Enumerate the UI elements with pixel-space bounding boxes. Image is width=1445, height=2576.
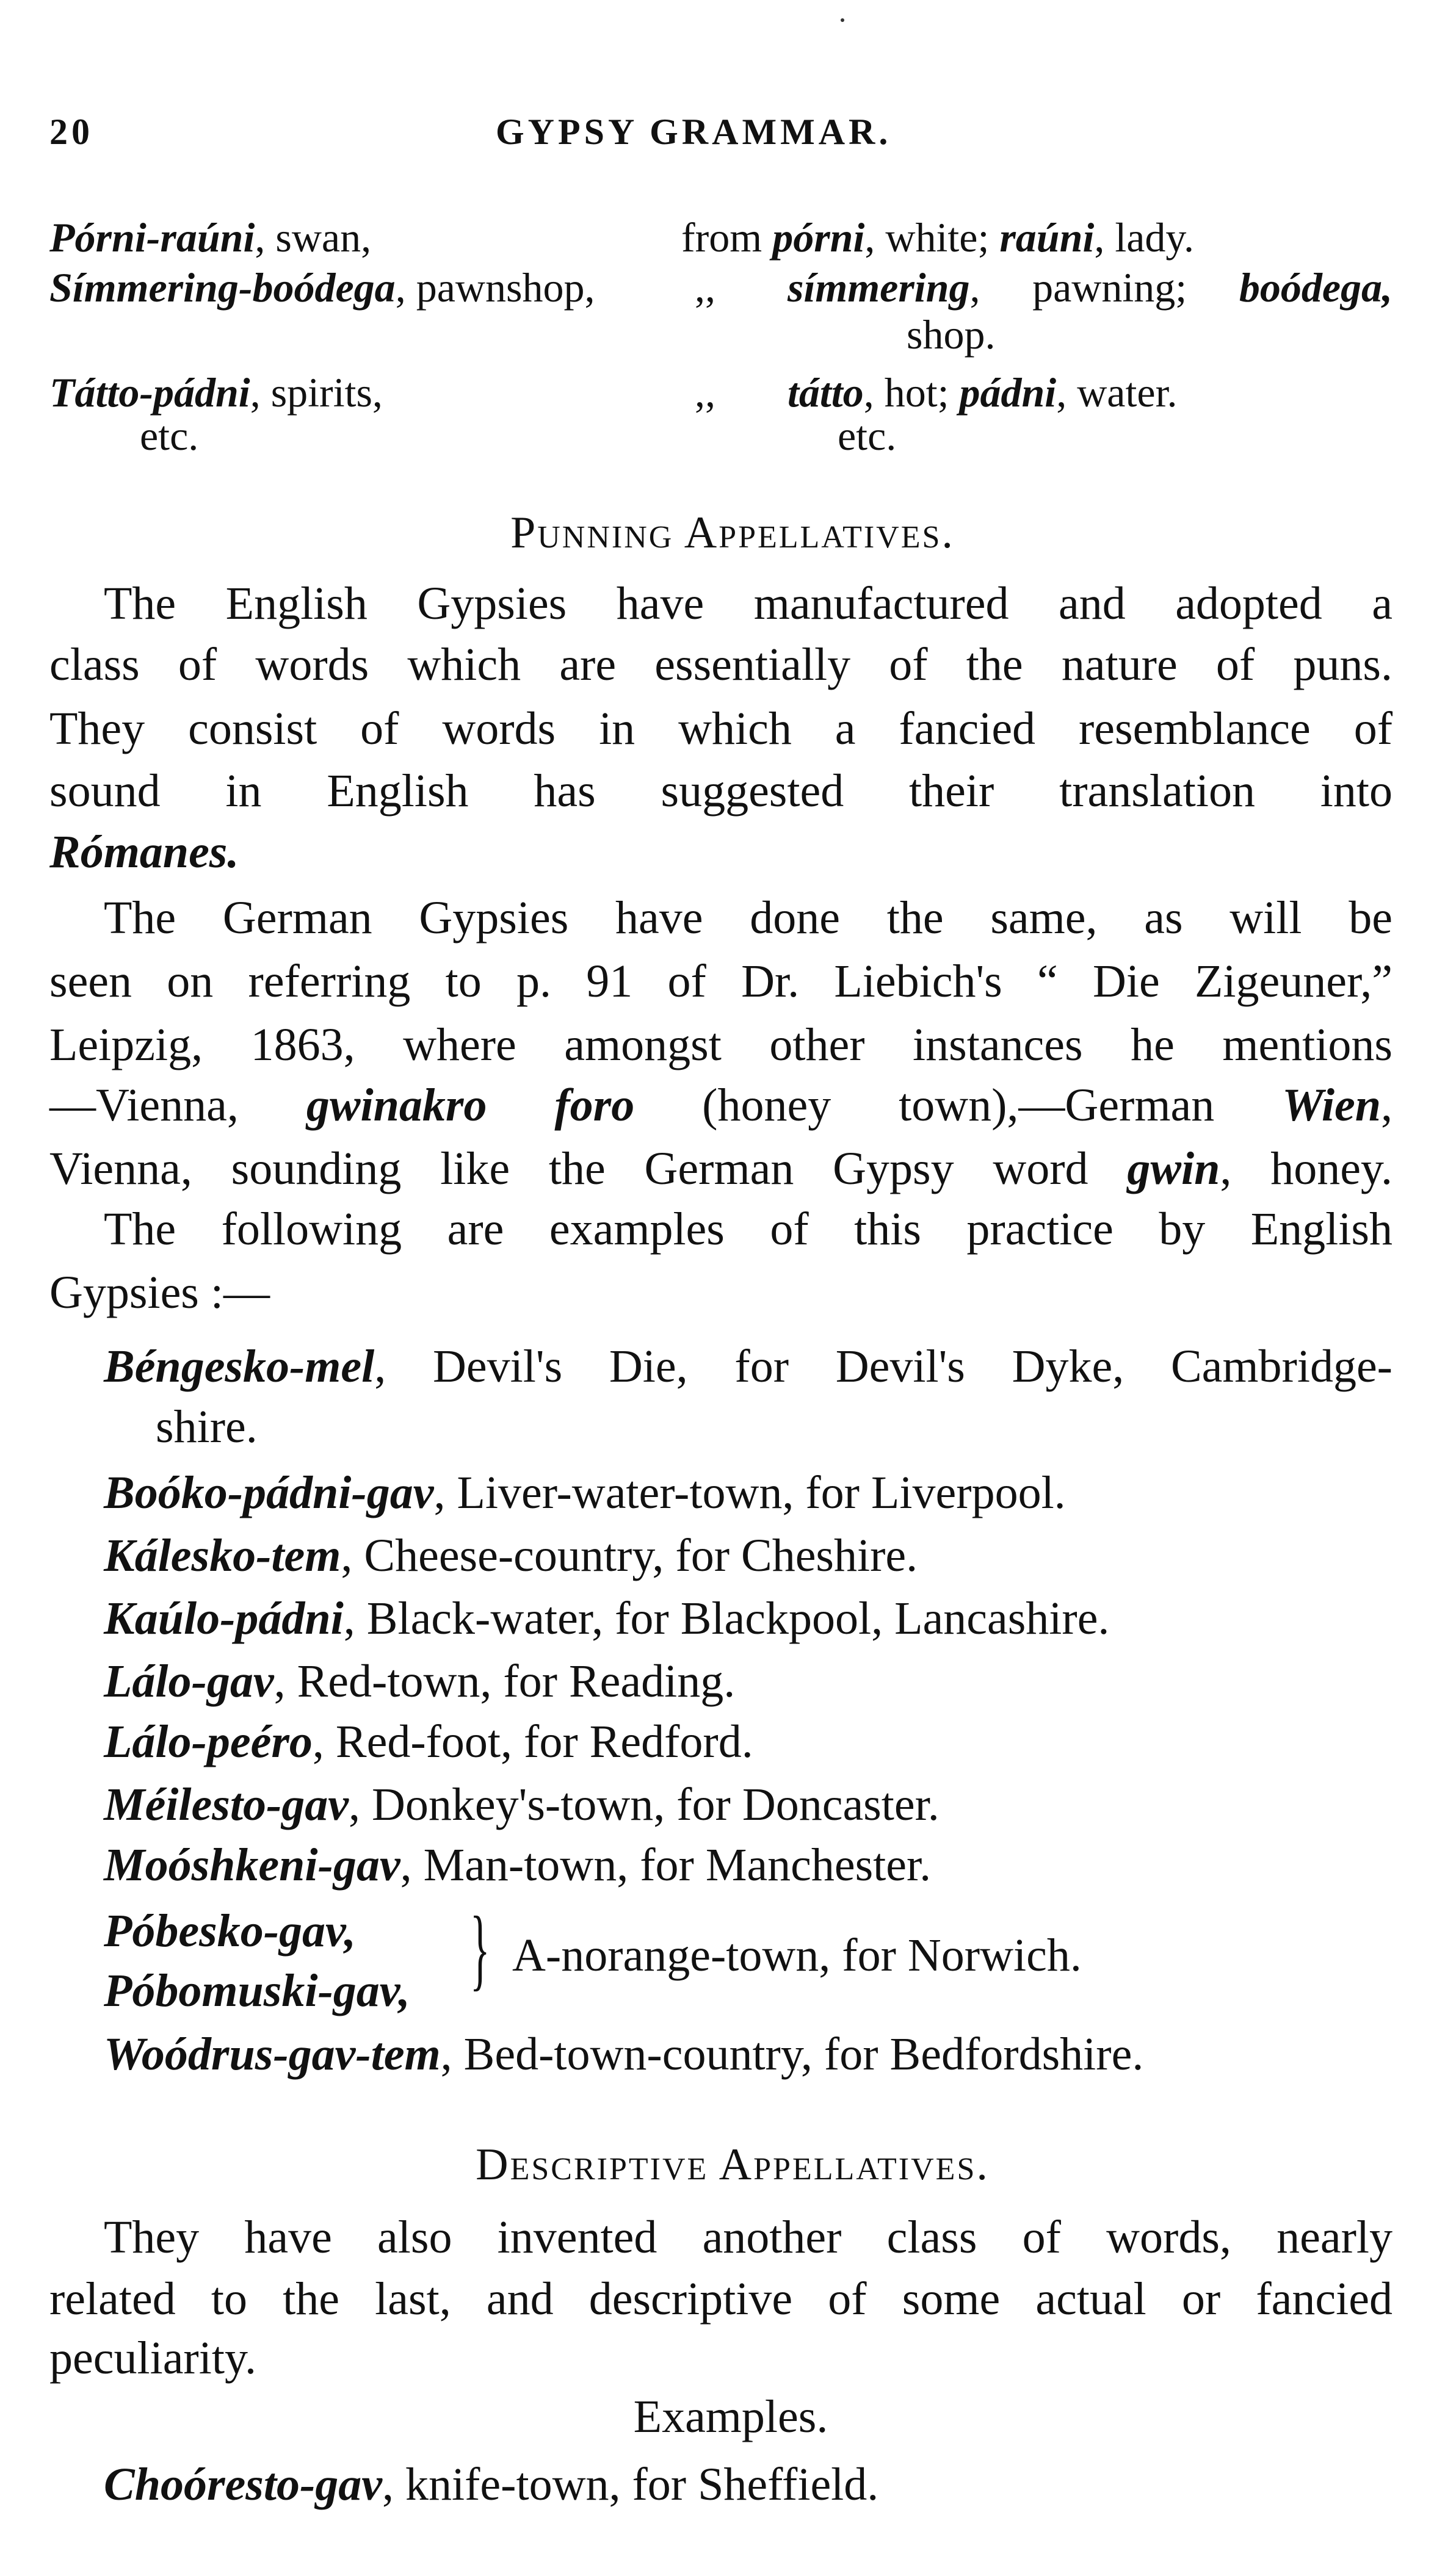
italic-phrase: gwinakro foro [306,1080,635,1131]
etc-right: etc. [838,413,897,459]
compound-row [49,214,372,261]
example-entry [104,1343,1392,1390]
gloss: , knife-town, for Sheffield. [382,2459,879,2510]
part: pádni [959,369,1057,416]
from-label: from [681,214,773,261]
paragraph-line: related to the last, and descriptive of some actual or fancied [49,2273,1392,2325]
gloss: , Bed-town-country, for Bedfordshire. [440,2029,1144,2080]
print-speck [841,18,844,22]
part-meaning: , water. [1056,369,1178,416]
example-term [104,1905,356,1957]
example-entry [104,1658,735,1705]
example-term [104,1965,410,2016]
part: pórni [772,214,865,261]
paragraph-line: class of words which are essentially of the nature of puns. [49,639,1392,690]
example-entry [104,2461,878,2508]
part-meaning: , lady. [1094,214,1195,261]
examples-label: Examples. [633,2391,828,2442]
gypsy-term: Lálo-gav [104,1656,274,1707]
gloss: , Cheese-country, for Cheshire. [341,1530,918,1581]
italic-word: gwin [1127,1143,1220,1194]
gypsy-term: Méilesto-gav [104,1779,349,1830]
gloss: , Devil's Die, for Devil's Dyke, Cambridge- [374,1341,1392,1392]
meaning: , spirits, [250,369,383,416]
paragraph-line: sound in English has suggested their translation into [49,765,1392,817]
paragraph-line: peculiarity. [49,2332,257,2384]
compound-origin [788,369,1178,416]
text-run: , [1381,1080,1392,1131]
gypsy-term: Moóshkeni-gav [104,1839,400,1891]
gypsy-term: Béngesko-mel [104,1341,375,1392]
part: tátto [788,369,864,416]
paragraph-line: The English Gypsies have manufactured and adopted a [104,578,1392,629]
example-entry-continued: shire. [156,1401,258,1452]
compound-origin [681,214,1195,261]
paragraph-line: They have also invented another class of words, nearly [104,2212,1392,2263]
gloss: , Liver-water-town, for Liverpool. [433,1467,1066,1518]
gypsy-term: Póbesko-gav, [104,1905,356,1957]
text-run: , honey. [1220,1143,1392,1194]
paragraph-line [49,826,239,878]
part-meaning: , pawning; [969,264,1239,311]
paragraph-line [49,1145,1392,1192]
etc-left: etc. [140,413,199,459]
text-run: Vienna, sounding like the German Gypsy word [49,1143,1128,1194]
paragraph-line: The following are examples of this practice by English [104,1203,1392,1255]
section-heading-descriptive: Descriptive Appellatives. [476,2140,990,2190]
ditto-mark: ,, [695,369,715,416]
gloss: , Donkey's-town, for Doncaster. [349,1779,940,1830]
paragraph-line: seen on referring to p. 91 of Dr. Liebich's “ Die Zigeuner,” [49,956,1392,1007]
ditto-mark: ,, [695,264,715,311]
gypsy-term: Póbomuski-gav, [104,1965,410,2016]
compound-origin [788,264,1392,311]
gypsy-term: Lálo-peéro [104,1716,313,1767]
term: Símmering-boódega [49,264,396,311]
paragraph-line: Leipzig, 1863, where amongst other instances he mentions [49,1019,1392,1070]
example-entry [104,1781,940,1828]
compound-row [49,369,383,416]
gypsy-term: Woódrus-gav-tem [104,2029,441,2080]
term: Pórni-raúni [49,214,255,261]
gloss: , Red-foot, for Redford. [312,1716,753,1767]
example-entry [104,1839,932,1891]
brace: } [470,1898,490,1999]
gloss: A-norange-town, for Norwich. [512,1930,1082,1981]
gloss: , Man-town, for Manchester. [400,1839,932,1891]
example-entry [104,1467,1066,1518]
part-meaning: , white; [864,214,1000,261]
part-meaning-continued: shop. [907,311,996,358]
text-run: —Vienna, [49,1080,306,1131]
compound-row [49,264,595,311]
gloss: , Black-water, for Blackpool, Lancashire. [343,1593,1110,1644]
meaning: , pawnshop, [395,264,595,311]
running-title: GYPSY GRAMMAR. [496,112,892,152]
italic-word: Wien [1282,1080,1381,1131]
gypsy-term: Boóko-pádni-gav [104,1467,434,1518]
part: boódega, [1239,264,1392,311]
part: símmering [788,264,970,311]
term: Tátto-pádni [49,369,250,416]
gypsy-term: Kálesko-tem [104,1530,341,1581]
gloss: , Red-town, for Reading. [273,1656,736,1707]
italic-word: Rómanes. [49,826,239,878]
part: raúni [999,214,1095,261]
section-heading-punning: Punning Appellatives. [510,508,955,558]
example-entry [104,2029,1144,2080]
example-entry [104,1716,753,1767]
meaning: , swan, [255,214,372,261]
paragraph-line: Gypsies :— [49,1267,270,1318]
gypsy-term: Choóresto-gav [104,2459,382,2510]
part-meaning: , hot; [863,369,960,416]
paragraph-line [49,1080,1392,1131]
paragraph-line: They consist of words in which a fancied resemblance of [49,703,1392,754]
example-entry [104,1532,918,1579]
gypsy-term: Kaúlo-pádni [104,1593,344,1644]
paragraph-line: The German Gypsies have done the same, as will be [104,892,1392,943]
example-entry [104,1595,1109,1642]
text-run: (honey town),—German [634,1080,1283,1131]
page-number: 20 [49,112,93,152]
